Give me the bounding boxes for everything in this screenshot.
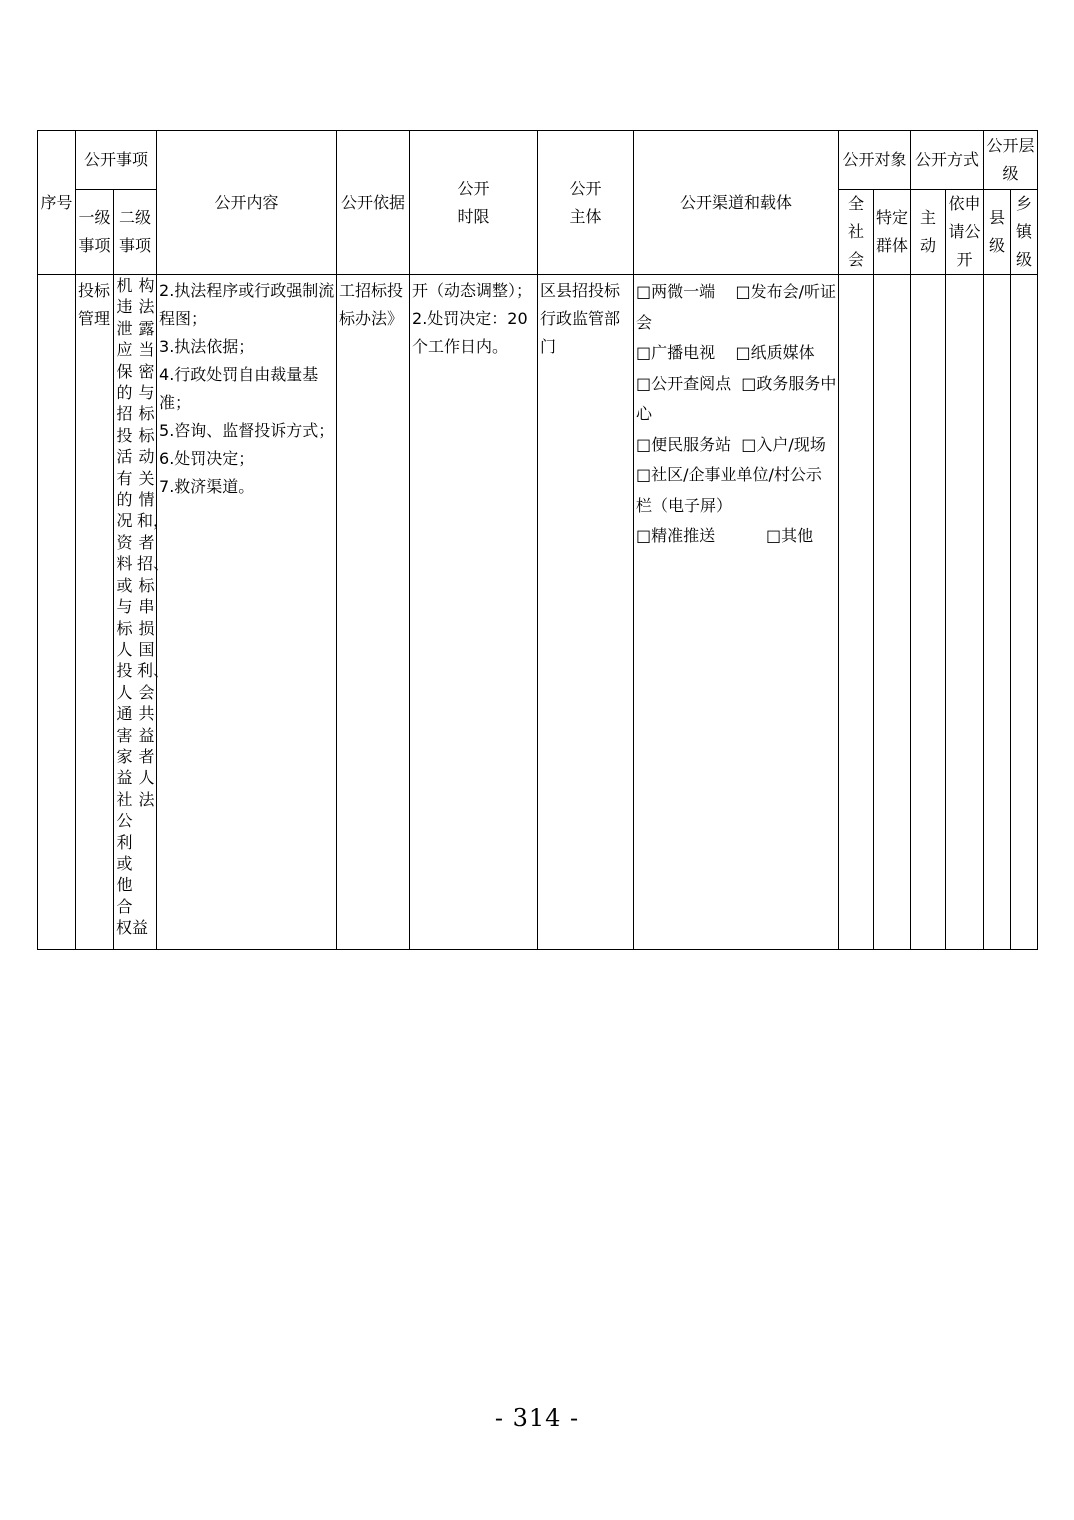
cell-mode-request bbox=[946, 275, 984, 950]
header-target-group: 公开对象 bbox=[839, 131, 911, 190]
header-basis: 公开依据 bbox=[337, 131, 410, 275]
header-mode-group: 公开方式 bbox=[911, 131, 984, 190]
cell-subject: 区县招投标行政监管部门 bbox=[538, 275, 634, 950]
header-level-county-text: 县级 bbox=[989, 208, 1006, 255]
header-target-specific bbox=[874, 190, 911, 275]
channel-option: □公开查阅点 □政务服务中心 bbox=[636, 373, 837, 423]
item-l2-columns bbox=[115, 275, 170, 917]
cell-content bbox=[157, 275, 337, 950]
cell-item-l1 bbox=[76, 275, 114, 950]
content-line: 5.咨询、监督投诉方式； bbox=[159, 421, 335, 440]
content-line: 3.执法依据； bbox=[159, 337, 255, 356]
item-l2-tail: 权益 bbox=[116, 918, 149, 938]
header-item-l1 bbox=[76, 190, 114, 275]
page-number: - 314 - bbox=[494, 1404, 580, 1432]
channel-option: □社区/企事业单位/村公示栏（电子屏） bbox=[636, 465, 822, 515]
header-target-all-text: 全社会 bbox=[848, 194, 865, 269]
cell-mode-active bbox=[911, 275, 946, 950]
header-target-specific-text: 特定群体 bbox=[876, 208, 909, 255]
header-item-l1-text: 一级事项 bbox=[78, 208, 111, 255]
channel-option: □便民服务站 □入户/现场 bbox=[636, 434, 826, 454]
cell-basis: 工招标投标办法》 bbox=[337, 275, 410, 950]
header-channel: 公开渠道和载体 bbox=[634, 131, 839, 275]
channel-option: □两微一端 □发布会/听证会 bbox=[636, 282, 836, 332]
cell-level-town bbox=[1011, 275, 1038, 950]
header-subject-text: 公开主体 bbox=[569, 178, 602, 226]
header-mode-request-text: 依申请公开 bbox=[948, 194, 981, 269]
header-seq: 序号 bbox=[38, 131, 76, 275]
cell-seq bbox=[38, 275, 76, 950]
header-item-l2-text: 二级事项 bbox=[119, 208, 152, 255]
header-item-group: 公开事项 bbox=[76, 131, 157, 190]
content-line: 6.处罚决定； bbox=[159, 449, 255, 468]
content-line: 4.行政处罚自由裁量基准； bbox=[159, 365, 319, 412]
channel-option: □精准推送 □其他 bbox=[636, 526, 814, 545]
content-line: 7.救济渠道。 bbox=[159, 477, 255, 496]
cell-channel bbox=[634, 275, 839, 950]
header-level-group bbox=[984, 131, 1038, 190]
header-target-all bbox=[839, 190, 874, 275]
cell-item-l1-text: 投标管理 bbox=[78, 281, 111, 328]
item-l2-column-a: 机违泄应保的招投活有的况资料或与标人投人通害家益社公利或他合 bbox=[116, 276, 133, 916]
channel-option: □广播电视 □纸质媒体 bbox=[636, 343, 815, 362]
cell-time-limit: 开（动态调整）；2.处罚决定：20个工作日内。 bbox=[410, 275, 538, 950]
header-content: 公开内容 bbox=[157, 131, 337, 275]
header-mode-active bbox=[911, 190, 946, 275]
header-time-limit-text: 公开时限 bbox=[457, 178, 490, 226]
cell-target-specific bbox=[874, 275, 911, 950]
cell-level-county bbox=[984, 275, 1011, 950]
header-level-town bbox=[1011, 190, 1038, 275]
header-level-group-text: 公开层级 bbox=[986, 136, 1035, 183]
header-time-limit bbox=[410, 131, 538, 275]
header-mode-active-text: 主动 bbox=[920, 208, 937, 255]
item-l2-column-b: 构法露当密与标标动关情和，者招、标串损国利、会共益者人法 bbox=[137, 276, 170, 809]
cell-item-l2 bbox=[114, 275, 170, 950]
content-line: 2.执法程序或行政强制流程图； bbox=[159, 281, 335, 328]
disclosure-table bbox=[37, 130, 1038, 950]
header-level-town-text: 乡镇级 bbox=[1016, 194, 1033, 269]
cell-target-all bbox=[839, 275, 874, 950]
header-item-l2 bbox=[114, 190, 157, 275]
header-level-county bbox=[984, 190, 1011, 275]
header-subject bbox=[538, 131, 634, 275]
header-mode-request bbox=[946, 190, 984, 275]
